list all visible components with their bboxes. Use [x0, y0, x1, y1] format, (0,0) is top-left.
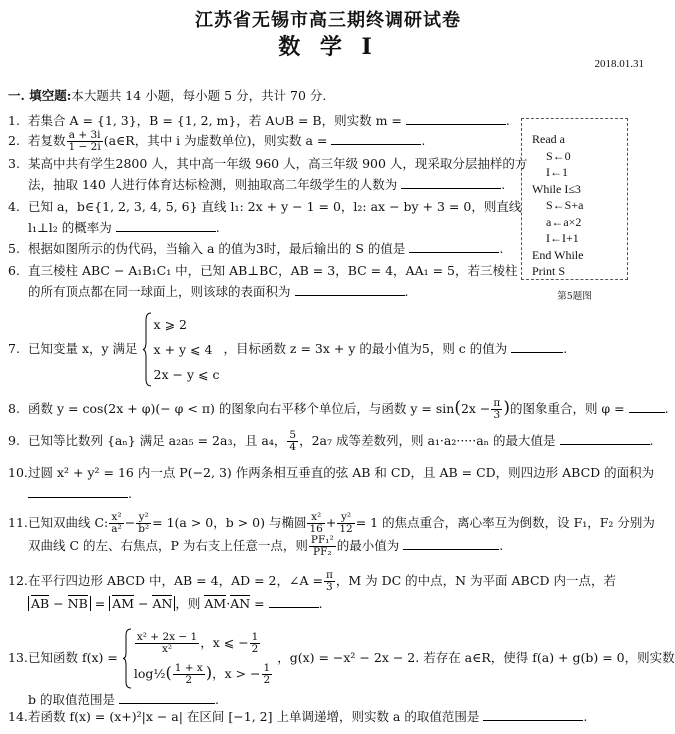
- fraction-numerator: 1: [263, 662, 271, 674]
- fraction: [287, 430, 298, 453]
- answer-blank: [406, 110, 506, 125]
- fraction-numerator: a + 3i: [67, 130, 103, 142]
- question-text-pre: 已知双曲线 C:: [28, 515, 109, 530]
- fraction: [262, 663, 273, 686]
- answer-blank: [401, 174, 501, 189]
- question-number: 12.: [8, 573, 28, 588]
- fraction-numerator: PF₁²: [310, 534, 334, 546]
- fraction-denominator: a²: [111, 523, 122, 535]
- fraction: [337, 512, 354, 535]
- piecewise-function: [122, 628, 273, 689]
- fraction: [136, 512, 151, 535]
- inequality-system: [142, 312, 220, 387]
- vector: AB: [31, 596, 50, 611]
- exam-date: 2018.01.31: [594, 58, 644, 70]
- case-condition: ，x > −: [212, 666, 261, 681]
- question-text-line2: b 的取值范围是: [28, 692, 115, 707]
- question-text-pre: 在平行四边形 ABCD 中，AB = 4，AD = 2，∠A =: [28, 573, 323, 588]
- question-text-line2: 双曲线 C 的左、右焦点，P 为右支上任意一点，则: [28, 538, 308, 553]
- question-5: 5. 根据如图所示的伪代码，当输入 a 的值为3时，最后输出的 S 的值是 .: [8, 238, 503, 259]
- code-line: Print S: [532, 264, 566, 278]
- question-number: 5.: [8, 241, 20, 256]
- paren-left: (: [165, 663, 172, 682]
- answer-blank: [116, 217, 216, 232]
- fraction-denominator: 1 − 2i: [68, 141, 101, 153]
- fraction-numerator: x² + 2x − 1: [136, 631, 198, 643]
- vector: AM: [112, 596, 135, 611]
- fraction-numerator: x²: [109, 512, 123, 524]
- vector: AN: [230, 596, 251, 611]
- fraction: [309, 535, 336, 558]
- inequality-line: x ⩾ 2: [153, 317, 187, 332]
- question-number: 7.: [8, 341, 20, 356]
- pseudo-code-box: [521, 118, 628, 280]
- piecewise-case-1: [134, 628, 273, 658]
- figure-caption: 第5题图: [557, 291, 592, 302]
- fraction: [109, 512, 123, 535]
- question-text: ，2a₇ 成等差数列，则 a₁·a₂·····aₙ 的最大值是: [299, 433, 556, 448]
- paren-right: ): [205, 663, 213, 682]
- answer-blank: [28, 483, 128, 498]
- question-text-line2: 的所有顶点都在同一球面上，则该球的表面积为: [28, 284, 291, 299]
- brace-icon: [122, 628, 132, 689]
- question-4: 4. 已知 a，b∈{1, 2, 3, 4, 5, 6} 直线 l₁: 2x + y − 1 = 0，l₂: ax − by + 3 = 0，则直线 l₁⊥l₂ 的概率为 .: [8, 196, 521, 238]
- question-number: 1.: [8, 113, 20, 128]
- question-text: 的图象重合，则 φ =: [509, 401, 625, 416]
- answer-blank: [331, 130, 421, 145]
- question-number: 8.: [8, 401, 20, 416]
- fraction-denominator: b²: [138, 523, 150, 535]
- fraction-denominator: PF₂: [313, 546, 332, 558]
- question-text-mid: ，则: [175, 596, 201, 611]
- question-number: 2.: [8, 133, 20, 148]
- question-text-line1: 某高中共有学生2800 人，其中高一年级 960 人，高三年级 900 人，现采取分层抽样的方: [28, 156, 528, 171]
- fraction-numerator: π: [325, 569, 333, 581]
- question-text: (a∈R，其中 i 为虚数单位)，则实数 a =: [103, 133, 328, 148]
- code-line: S←0: [546, 148, 571, 163]
- question-text-line2-tail: 的最小值为: [336, 538, 400, 553]
- minus-sign: −: [124, 515, 136, 530]
- question-text: ，目标函数 z = 3x + y 的最小值为5，则 c 的值为: [223, 341, 508, 356]
- question-number: 11.: [8, 515, 28, 530]
- inequality-line: x + y ⩽ 4: [153, 342, 213, 357]
- fraction-numerator: 1 + x: [174, 662, 203, 674]
- question-number: 6.: [8, 263, 20, 278]
- question-text-line2: 法，抽取 140 人进行体育达标检测，则抽取高二年级学生的人数为: [28, 177, 398, 192]
- fraction: [307, 512, 324, 535]
- question-text-pre: 已知等比数列 {aₙ} 满足 a₂a₅ = 2a₃，且 a₄，: [28, 433, 287, 448]
- case-condition: ，x ⩽ −: [200, 635, 249, 650]
- fraction-denominator: x²: [161, 643, 173, 655]
- answer-blank: [119, 689, 215, 704]
- code-line: Read a: [532, 132, 565, 146]
- question-11: 11.已知双曲线 C: $\frac{\text{x²}}{\text{a²}}$ − $\frac{\text{y²}}{\text{b²}}$ = 1(a > 0，b > 0) 与椭圆 $\frac{\text{x²}}{16}$ + $\frac{\text{y²}}{12}$ = 1 的焦点重合，离心率互为倒数，设 F₁，F₂ 分别为 双曲线 C 的左、右焦点，P 为右支上任意一点，则 $\frac{\text{PF₁²}}{\text{PF₂}}$ 的最小值为 .: [8, 511, 655, 558]
- question-text-line1: 直三棱柱 ABC − A₁B₁C₁ 中，已知 AB⊥BC，AB = 3，BC = 4，AA₁ = 5，若三棱柱: [28, 263, 518, 278]
- question-text-mid: = 1(a > 0，b > 0) 与椭圆: [152, 515, 307, 530]
- answer-blank: [403, 535, 499, 550]
- vector: AN: [152, 596, 173, 611]
- vector: NB: [67, 596, 88, 611]
- question-text-tail: = 1 的焦点重合，离心率互为倒数，设 F₁，F₂ 分别为: [355, 515, 655, 530]
- abs-expr: AB − NB: [28, 596, 91, 611]
- fraction: [491, 398, 502, 421]
- question-text: 若函数 f(x) = (x+)²|x − a| 在区间 [−1, 2] 上单调递增，则实数 a 的取值范围是: [28, 709, 480, 724]
- question-text: ，M 为 DC 的中点，N 为平面 ABCD 内一点，若: [335, 573, 617, 588]
- question-1: 1. 若集合 A = {1, 3}，B = {1, 2, m}，若 A∪B = B，则实数 m = .: [8, 110, 510, 131]
- fraction-denominator: 2: [185, 674, 193, 686]
- question-3: 3. 某高中共有学生2800 人，其中高一年级 960 人，高三年级 900 人，现采取分层抽样的方 法，抽取 140 人进行体育达标检测，则抽取高二年级学生的人数为 .: [8, 153, 527, 195]
- question-number: 10.: [8, 465, 28, 480]
- question-text-line1: 已知 a，b∈{1, 2, 3, 4, 5, 6} 直线 l₁: 2x + y − 1 = 0，l₂: ax − by + 3 = 0，则直线: [28, 199, 522, 214]
- question-text: 若集合 A = {1, 3}，B = {1, 2, m}，若 A∪B = B，则实数 m =: [28, 113, 402, 128]
- abs-expr: AM − AN: [109, 596, 175, 611]
- fraction: [135, 632, 199, 655]
- exam-title: 江苏省无锡市高三期终调研试卷: [195, 10, 461, 31]
- answer-blank: [295, 281, 405, 296]
- paren-right: ): [503, 398, 510, 418]
- question-number: 9.: [8, 433, 20, 448]
- question-10: [8, 462, 654, 504]
- fraction: [173, 663, 205, 686]
- code-line: I←I+1: [546, 231, 579, 245]
- fraction-denominator: 16: [309, 523, 323, 535]
- answer-line2: .: [8, 486, 132, 501]
- question-number: 4.: [8, 199, 20, 214]
- vector-condition: AB − NB = AM − AN: [8, 596, 175, 611]
- fraction-numerator: 5: [289, 429, 297, 441]
- plus-sign: +: [325, 515, 337, 530]
- fraction-numerator: x²: [307, 512, 324, 524]
- fraction-denominator: 2: [251, 643, 259, 655]
- question-8: 8. 函数 y = cos(2x + φ)(− φ < π) 的图象向右平移个单位后，与函数 y = sin(2x − $\frac{\pi}{3}$ )的图象重合，则 φ = .: [8, 397, 669, 421]
- code-line: I←1: [546, 165, 568, 179]
- inequality-line: 2x − y ⩽ c: [153, 367, 220, 382]
- fraction: [250, 632, 261, 655]
- question-number: 14.: [8, 709, 28, 724]
- answer-blank: [409, 238, 499, 253]
- inner-expr: 2x −: [460, 401, 491, 416]
- piecewise-case-2: [134, 658, 273, 689]
- question-13: 13.已知函数 f(x) = $\frac{\text{x² + 2x − 1}}{\text{x²}}$ ，x ⩽ − $\frac{1}{2}$ log½( $\frac{1 + x}{2}$ )，x > − $\frac{1}{2}$ ，g(x) = −x² − 2x − 2. 若存在 a∈R，使得 f(a) + g(b) = 0，则实数 b 的取值范围是 .: [8, 628, 675, 710]
- section-title: 一. 填空题:: [8, 88, 72, 103]
- question-7: 7. 已知变量 x，y 满足 x ⩾ 2 x + y ⩽ 4 2x − y ⩽ c ，目标函数 z = 3x + y 的最小值为5，则 c 的值为 .: [8, 312, 567, 387]
- question-2: 2. 若复数 $\frac{a + 3i}{1 - 2i}$ (a∈R，其中 i 为虚数单位)，则实数 a = .: [8, 129, 426, 153]
- section-heading: [8, 86, 326, 104]
- question-number: 3.: [8, 156, 20, 171]
- question-number: 13.: [8, 650, 28, 665]
- question-6: 6. 直三棱柱 ABC − A₁B₁C₁ 中，已知 AB⊥BC，AB = 3，BC = 4，AA₁ = 5，若三棱柱 的所有顶点都在同一球面上，则该球的表面积为 .: [8, 260, 518, 302]
- question-text-pre: 函数 y = cos(2x + φ)(− φ < π) 的图象向右平移个单位后，与函数 y = sin: [28, 401, 455, 416]
- code-line: S←S+a: [546, 198, 584, 212]
- question-text-pre: 若复数: [28, 133, 66, 148]
- question-text-line2: l₁⊥l₂ 的概率为: [28, 220, 112, 235]
- log-expr: log½: [133, 666, 166, 681]
- code-line: a←a×2: [546, 214, 582, 229]
- exam-subtitle: 数 学 Ⅰ: [278, 34, 378, 60]
- answer-blank: [483, 706, 583, 721]
- question-text: ，g(x) = −x² − 2x − 2. 若存在 a∈R，使得 f(a) + g(b) = 0，则实数: [277, 650, 675, 665]
- fraction-numerator: 1: [251, 631, 259, 643]
- fraction-denominator: 4: [289, 441, 297, 453]
- fraction: [324, 570, 335, 593]
- question-text-line1: 过圆 x² + y² = 16 内一点 P(−2, 3) 作两条相互垂直的弦 AB 和 CD，且 AB = CD，则四边形 ABCD 的面积为: [28, 465, 655, 480]
- vector: AM: [204, 596, 227, 611]
- fraction: [67, 130, 103, 153]
- question-14: 14.若函数 f(x) = (x+)²|x − a| 在区间 [−1, 2] 上单调递增，则实数 a 的取值范围是 .: [8, 706, 587, 727]
- fraction-numerator: π: [493, 397, 501, 409]
- answer-blank: [560, 430, 650, 445]
- brace-icon: [142, 312, 152, 387]
- question-9: 9. 已知等比数列 {aₙ} 满足 a₂a₅ = 2a₃，且 a₄， $\frac{5}{4}$ ，2a₇ 成等差数列，则 a₁·a₂·····aₙ 的最大值是 .: [8, 429, 654, 453]
- answer-blank: [629, 398, 665, 413]
- fraction-numerator: y²: [136, 512, 151, 524]
- question-text-pre: 已知变量 x，y 满足: [28, 341, 138, 356]
- code-line: End While: [532, 247, 584, 262]
- fraction-denominator: 12: [339, 523, 353, 535]
- question-text: 根据如图所示的伪代码，当输入 a 的值为3时，最后输出的 S 的值是: [28, 241, 406, 256]
- equals-sign: =: [254, 596, 265, 611]
- question-text-pre: 已知函数 f(x) =: [28, 650, 118, 665]
- question-12: 12.在平行四边形 ABCD 中，AB = 4，AD = 2，∠A = $\frac{\pi}{3}$ ，M 为 DC 的中点，N 为平面 ABCD 内一点，若 AB − NB = AM − AN ，则 AM·AN = .: [8, 569, 617, 611]
- fraction-numerator: y²: [337, 512, 354, 524]
- fraction-denominator: 3: [493, 409, 501, 421]
- code-line: While I≤3: [532, 181, 581, 196]
- section-desc: 本大题共 14 小题，每小题 5 分，共计 70 分.: [71, 88, 327, 103]
- fraction-denominator: 3: [326, 581, 333, 593]
- paren-left: (: [454, 398, 461, 418]
- answer-blank: [269, 593, 319, 608]
- fraction-denominator: 2: [263, 674, 271, 686]
- answer-blank: [511, 338, 563, 353]
